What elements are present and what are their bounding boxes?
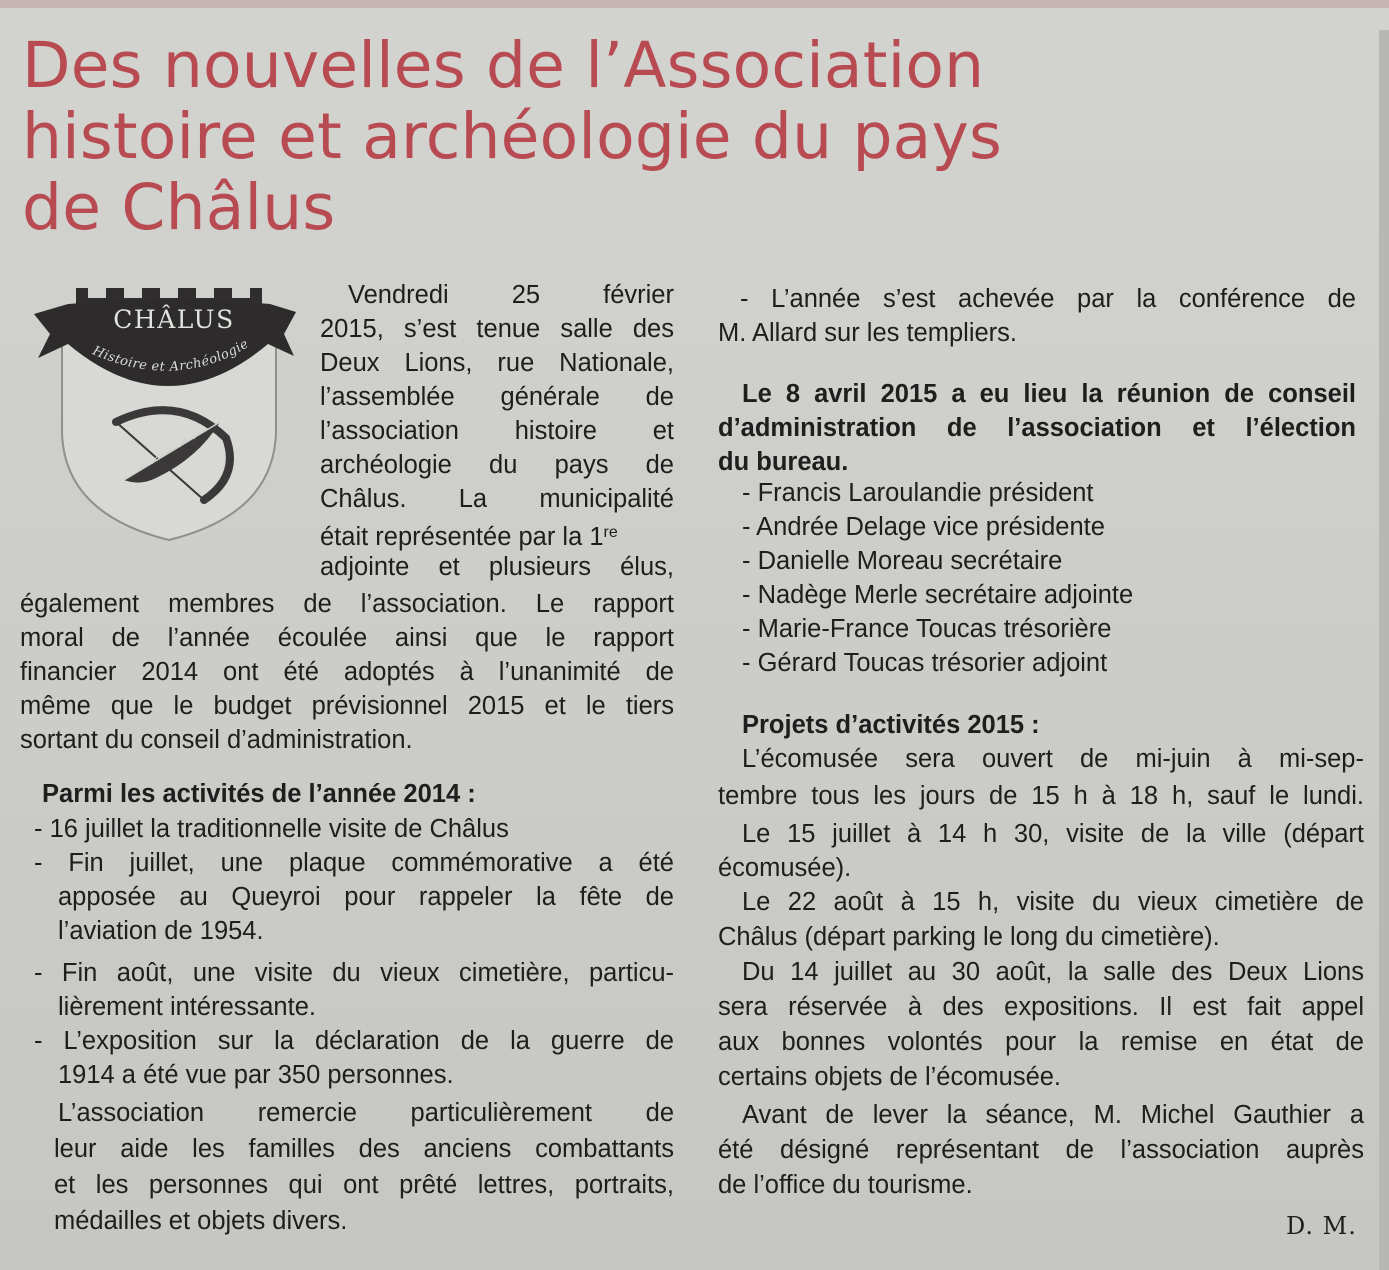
bureau-member: - Francis Laroulandie président [742,479,1094,507]
logo-arc-textpath: Histoire et Archéologie [90,336,252,375]
list-item: - Fin août, une visite du vieux cimetière, particu- [34,959,674,987]
page-right-edge [1379,30,1389,1270]
meeting-heading-line: d’administration de l’association et l’élection [718,414,1356,442]
list-item: - 16 juillet la traditionnelle visite de Châlus [34,815,509,843]
bureau-member: - Gérard Toucas trésorier adjoint [742,649,1108,677]
text-line: sortant du conseil d’administration. [20,726,413,754]
text-line: écomusée). [718,854,852,882]
section-heading: Parmi les activités de l’année 2014 : [42,780,476,808]
text-line: L’association remercie particulièrement de [58,1099,674,1127]
text-line: Châlus. La municipalité [320,485,674,513]
text-line: Du 14 juillet au 30 août, la salle des Deux Lions [742,958,1364,986]
text-line-main: était représentée par la 1 [320,523,604,551]
article-title [22,30,1222,243]
text-line: M. Allard sur les templiers. [718,319,1018,347]
text-line: 1914 a été vue par 350 personnes. [58,1061,454,1089]
section-heading: Projets d’activités 2015 : [742,711,1040,739]
text-line: apposée au Queyroi pour rappeler la fête de [58,883,674,911]
text-line: tembre tous les jours de 15 h à 18 h, sauf le lundi. [718,782,1364,810]
text-line: Le 15 juillet à 14 h 30, visite de la ville (départ [742,820,1364,848]
text-line [320,516,674,554]
association-logo [28,282,300,546]
text-line: même que le budget prévisionnel 2015 et le tiers [20,692,674,720]
text-line: également membres de l’association. Le rapport [20,590,674,618]
text-line: l’association histoire et [320,417,674,445]
text-line: médailles et objets divers. [54,1207,348,1235]
superscript: re [603,524,618,541]
bureau-member: - Marie-France Toucas trésorière [742,615,1112,643]
text-line: archéologie du pays de [320,451,674,479]
bureau-member: - Nadège Merle secrétaire adjointe [742,581,1134,609]
text-line: et les personnes qui ont prêté lettres, portraits, [54,1171,674,1199]
text-line: moral de l’année écoulée ainsi que le rapport [20,624,674,652]
text-line: L’écomusée sera ouvert de mi-juin à mi-sep- [742,745,1364,773]
text-line: adjointe et plusieurs élus, [320,553,674,581]
text-line: certains objets de l’écomusée. [718,1063,1062,1091]
meeting-heading-line: du bureau. [718,448,849,476]
text-line: financier 2014 ont été adoptés à l’unanimité de [20,658,674,686]
text-line: Le 22 août à 15 h, visite du vieux cimetière de [742,888,1364,916]
title-line: histoire et archéologie du pays [22,100,1002,173]
text-line: l’assemblée générale de [320,383,674,411]
list-item: - L’exposition sur la déclaration de la guerre de [34,1027,674,1055]
text-line: aux bonnes volontés pour la remise en état de [718,1028,1364,1056]
text-line: 2015, s’est tenue salle des [320,315,674,343]
title-line: de Châlus [22,171,336,244]
bureau-member: - Danielle Moreau secrétaire [742,547,1063,575]
author-signature: D. M. [1286,1212,1357,1240]
text-line: leur aide les familles des anciens combattants [54,1135,674,1163]
text-line: - L’année s’est achevée par la conférence de [740,285,1356,313]
page-top-edge [0,0,1389,8]
meeting-heading-line: Le 8 avril 2015 a eu lieu la réunion de conseil [742,380,1356,408]
text-line: Deux Lions, rue Nationale, [320,349,674,377]
text-line: Vendredi 25 février [348,281,674,309]
text-line: lièrement intéressante. [58,993,316,1021]
text-line: été désigné représentant de l’association auprès [718,1136,1364,1164]
logo-banner-text: CHÂLUS [113,305,235,334]
text-line: l’aviation de 1954. [58,917,264,945]
bureau-member: - Andrée Delage vice présidente [742,513,1105,541]
text-line: Châlus (départ parking le long du cimetière). [718,923,1220,951]
title-line: Des nouvelles de l’Association [22,29,985,102]
text-line: sera réservée à des expositions. Il est fait appel [718,993,1364,1021]
text-line: Avant de lever la séance, M. Michel Gauthier a [742,1101,1364,1129]
text-line: de l’office du tourisme. [718,1171,973,1199]
list-item: - Fin juillet, une plaque commémorative a été [34,849,674,877]
